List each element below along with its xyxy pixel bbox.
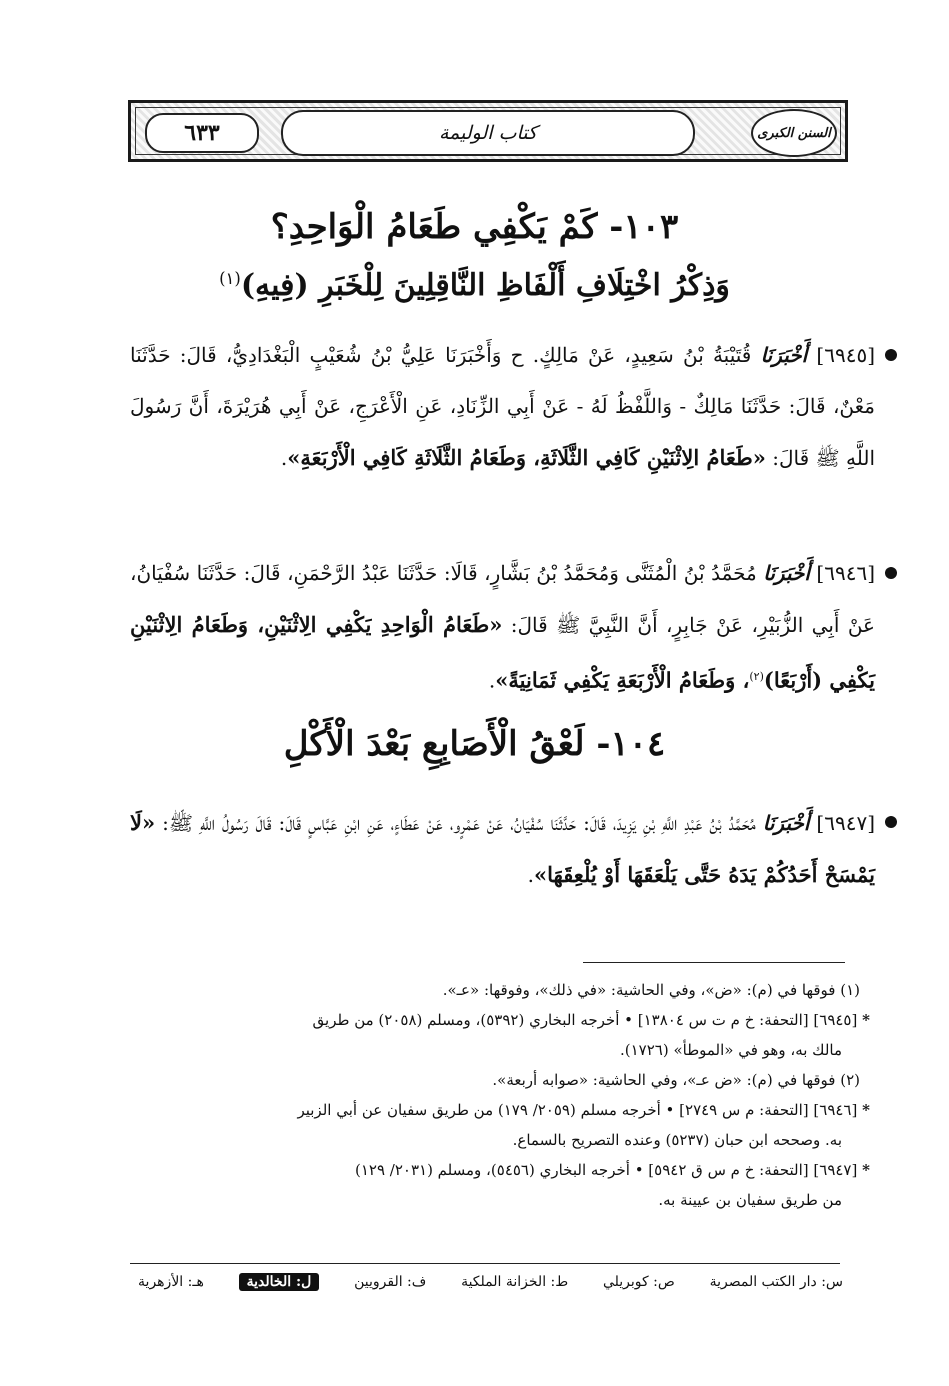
sigla-divider (130, 1263, 840, 1264)
sigla-ta: ط: الخزانة الملكية (461, 1274, 569, 1290)
hadith-matn-cont: ، وَطَعَامُ الْأَرْبَعَةِ يَكْفِي ثَمَانِيَةً» (495, 667, 750, 693)
book-section-title: كتاب الوليمة (281, 110, 695, 156)
akhbarana-word: أَخْبَرَنَا (763, 561, 810, 585)
takhrij-6947-cont: من طريق سفيان بن عيينة به. (658, 1191, 842, 1209)
sigla-sad: ص: كوبريلي (602, 1274, 675, 1290)
takhrij-6945 (130, 1005, 870, 1035)
bullet-icon (885, 349, 897, 361)
hadith-end: . (280, 446, 288, 470)
bullet-icon (885, 816, 897, 828)
bullet-icon (885, 567, 897, 579)
manuscript-sigla (138, 1268, 843, 1296)
chapter-subtitle-text: وَذِكْرُ اخْتِلَافِ أَلْفَاظِ النَّاقِلِينَ لِلْخَبَرِ (فِيهِ) (240, 268, 730, 303)
hadith-6946 (130, 548, 875, 707)
takhrij-6946-cont: به. وصححه ابن حبان (٥٢٣٧) وعنده التصريح بالسماع. (512, 1131, 842, 1149)
chapter-title-103: ١٠٣- كَمْ يَكْفِي طَعَامُ الْوَاحِدِ؟ (270, 207, 679, 247)
page-header (128, 100, 848, 162)
sigla-fa: ف: القرويين (354, 1274, 427, 1290)
takhrij-6946 (130, 1095, 870, 1125)
hadith-end: . (527, 863, 534, 887)
book-emblem: السنن الكبرى (751, 109, 837, 157)
chapter-subtitle-103 (0, 268, 949, 303)
sigla-s: س: دار الكتب المصرية (709, 1274, 843, 1290)
chapter-title-104: ١٠٤- لَعْقُ الْأَصَابِعِ بَعْدَ الْأَكْلِ (283, 724, 666, 764)
footnote-marker-1: (١) (219, 269, 241, 288)
hadith-matn: «طَعَامُ الِاثْنَيْنِ كَافِي الثَّلَاثَةِ، وَطَعَامُ الثَّلَاثَةِ كَافِي الْأَرْبَعَةِ» (287, 445, 766, 470)
star-icon: * (862, 1161, 870, 1179)
hadith-number: [٦٩٤٧] (816, 811, 876, 835)
page-number: ٦٣٣ (145, 113, 259, 153)
footnote-1: (١) فوقها في (م): «ض»، وفي الحاشية: «في ذلك»، وفوقها: «عـ». (442, 981, 860, 999)
star-icon: * (862, 1101, 870, 1119)
hadith-number: [٦٩٤٦] (816, 561, 876, 585)
hadith-isnad: قُتَيْبَةُ بْنُ سَعِيدٍ، عَنْ مَالِكٍ. ح وَأَخْبَرَنَا عَلِيُّ بْنُ شُعَيْبٍ الْبَغْدَادِيُّ، قَالَ: حَدَّثَنَا مَعْنٌ، قَالَ: حَدَّثَنَا مَالِكٌ - وَاللَّفْظُ لَهُ - عَنْ أَبِي الزِّنَادِ، عَنِ الْأَعْرَجِ، عَنْ أَبِي هُرَيْرَةَ، أَنَّ رَسُولَ اللَّهِ ﷺ قَالَ: (130, 343, 875, 470)
hadith-isnad: مُحَمَّدُ بْنُ الْمُثَنَّى وَمُحَمَّدُ بْنُ بَشَّارٍ، قَالَا: حَدَّثَنَا عَبْدُ الرَّحْمَنِ، قَالَ: حَدَّثَنَا سُفْيَانُ، عَنْ أَبِي الزُّبَيْرِ، عَنْ جَابِرٍ، أَنَّ النَّبِيَّ ﷺ قَالَ: (130, 561, 875, 637)
sigla-lam: ل: الخالدية (239, 1273, 320, 1291)
sigla-ha: هـ: الأزهرية (138, 1274, 204, 1290)
hadith-isnad: مُحَمَّدُ بْنُ عَبْدِ اللَّهِ بْنِ يَزِيدَ، قَالَ: حَدَّثَنَا سُفْيَانُ، عَنْ عَمْرٍو، عَنْ عَطَاءٍ، عَنِ ابْنِ عَبَّاسٍ قَالَ: قَالَ رَسُولُ اللَّهِ ﷺ: (162, 811, 756, 835)
hadith-matn: «طَعَامُ الْوَاحِدِ يَكْفِي الِاثْنَيْنِ، وَطَعَامُ الِاثْنَيْنِ يَكْفِي (أَرْبَعًا) (130, 612, 875, 693)
akhbarana-word: أَخْبَرَنَا (760, 343, 808, 367)
takhrij-6945-cont: مالك به، وهو في «الموطأ» (١٧٢٦). (619, 1041, 842, 1059)
footnotes (130, 975, 870, 1215)
hadith-end: . (488, 668, 496, 693)
takhrij-6947 (130, 1155, 870, 1185)
footnote-2: (٢) فوقها في (م): «ض عـ»، وفي الحاشية: «صوابه أربعة». (492, 1071, 860, 1089)
hadith-matn: «لَا يَمْسَحْ أَحَدُكُمْ يَدَهُ حَتَّى يَلْعَقَهَا أَوْ يُلْعِقَهَا» (130, 810, 875, 887)
footnote-divider (583, 962, 845, 963)
takhrij-text: [٦٩٤٧] [التحفة: خ م س ق ٥٩٤٢] • أخرجه البخاري (٥٤٥٦)، ومسلم (٢٠٣١/ ١٢٩) (354, 1161, 858, 1179)
akhbarana-word: أَخْبَرَنَا (762, 811, 810, 835)
hadith-6945 (130, 330, 875, 484)
star-icon: * (862, 1011, 870, 1029)
hadith-number: [٦٩٤٥] (816, 343, 876, 367)
hadith-6947 (130, 797, 875, 901)
takhrij-text: [٦٩٤٥] [التحفة: خ م ت س ١٣٨٠٤] • أخرجه البخاري (٥٣٩٢)، ومسلم (٢٠٥٨) من طريق (312, 1011, 858, 1029)
takhrij-text: [٦٩٤٦] [التحفة: م س ٢٧٤٩] • أخرجه مسلم (٢٠٥٩/ ١٧٩) من طريق سفيان عن أبي الزبير (297, 1101, 858, 1119)
footnote-marker-2: (٢) (749, 670, 764, 683)
